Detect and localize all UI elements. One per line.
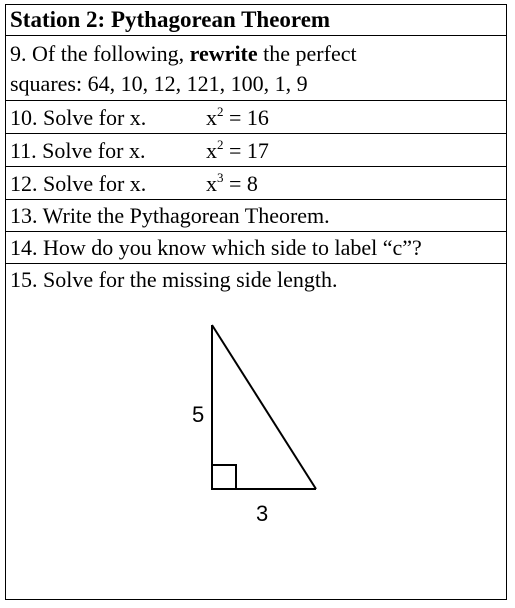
leg-b-label: 3 — [256, 501, 269, 526]
question-12 — [6, 167, 506, 200]
question-14 — [6, 232, 506, 264]
q9-bold-word: rewrite — [189, 41, 258, 66]
q11-equation — [206, 134, 269, 167]
q10-base: x — [206, 105, 217, 130]
q9-prefix: 9. Of the following, — [10, 41, 190, 66]
question-13 — [6, 200, 506, 232]
question-9 — [6, 36, 506, 101]
q15-text: 15. Solve for the missing side length. — [10, 267, 338, 292]
q12-text: 12. Solve for x. — [10, 171, 147, 196]
station-title — [6, 5, 506, 36]
q9-suffix: the perfect — [257, 41, 357, 66]
question-11 — [6, 134, 506, 167]
q14-text: 14. How do you know which side to label “c”? — [10, 235, 422, 260]
q10-rhs: = 16 — [223, 105, 269, 130]
q11-rhs: = 17 — [223, 138, 269, 163]
q11-exponent: 2 — [217, 137, 224, 152]
q9-squares-list: squares: 64, 10, 12, 121, 100, 1, 9 — [10, 71, 308, 96]
q11-text: 11. Solve for x. — [10, 138, 146, 163]
question-15 — [6, 264, 506, 599]
q10-text: 10. Solve for x. — [10, 105, 147, 130]
q13-text: 13. Write the Pythagorean Theorem. — [10, 203, 330, 228]
station-card — [5, 4, 507, 600]
right-angle-marker — [212, 465, 236, 489]
q12-rhs: = 8 — [223, 171, 258, 196]
question-10 — [6, 101, 506, 134]
leg-a-label: 5 — [192, 402, 205, 427]
q10-exponent: 2 — [217, 104, 224, 119]
q11-base: x — [206, 138, 217, 163]
q12-base: x — [206, 171, 217, 196]
q12-exponent: 3 — [217, 170, 224, 185]
q10-equation — [206, 101, 269, 134]
right-triangle-diagram — [186, 319, 346, 539]
q12-equation — [206, 167, 258, 200]
title-text: Station 2: Pythagorean Theorem — [10, 7, 331, 32]
